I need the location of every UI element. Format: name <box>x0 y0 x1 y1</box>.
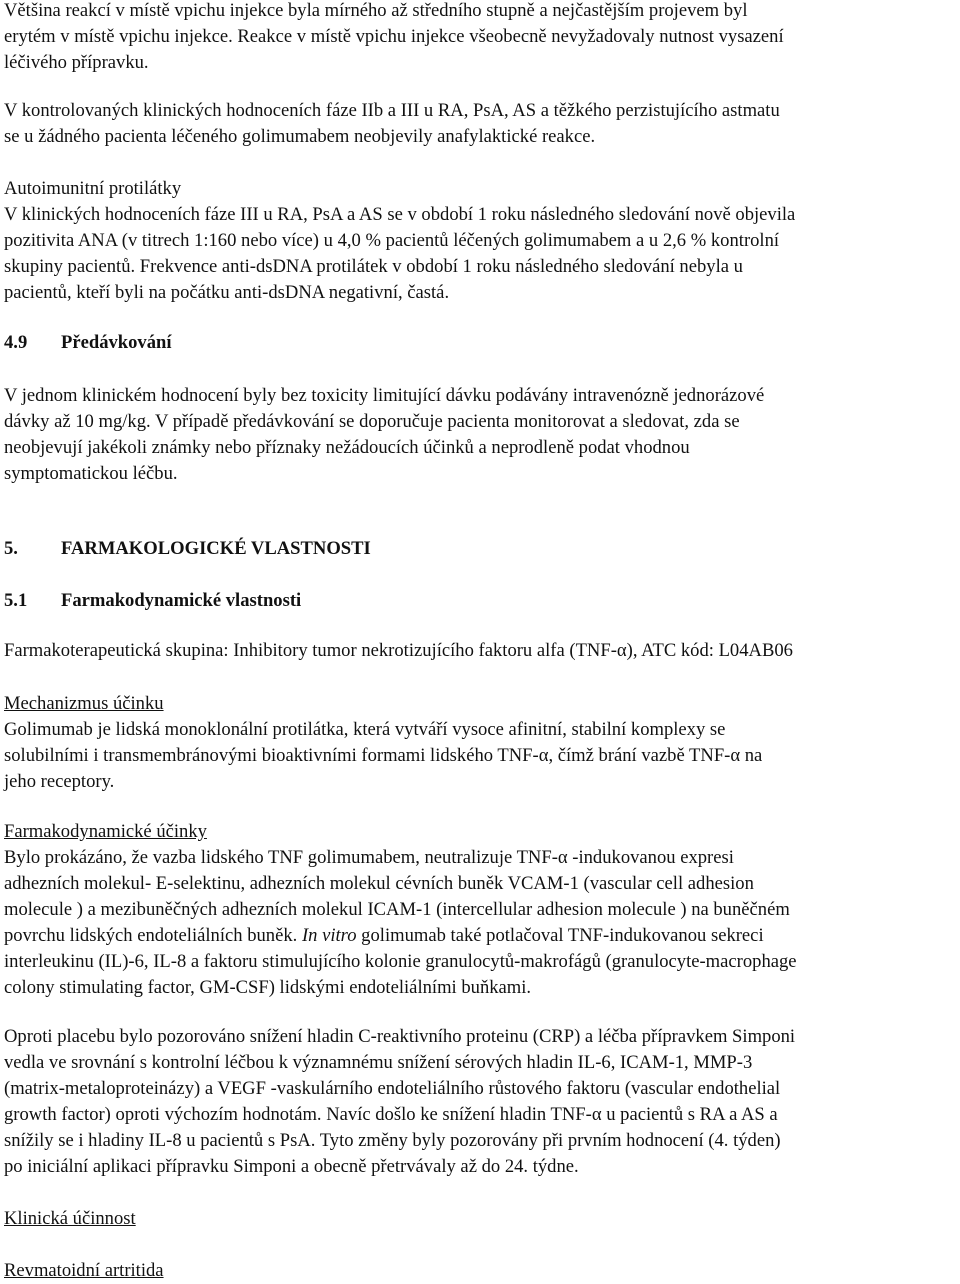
text-line: po iniciální aplikaci přípravku Simponi a obecně přetrvávaly až do 24. týdne. <box>4 1156 579 1177</box>
paragraph-anaphylaxis <box>4 98 780 150</box>
text-fragment: golimumab také potlačoval TNF-indukovanou sekreci <box>356 925 764 946</box>
text-line: Většina reakcí v místě vpichu injekce byla mírného až středního stupně a nejčastějším projevem byl <box>4 0 748 21</box>
paragraph-mechanism <box>4 691 762 795</box>
text-line: léčivého přípravku. <box>4 52 149 73</box>
text-line: adhezních molekul- E-selektinu, adhezních molekul cévních buněk VCAM-1 (vascular cell adhesion <box>4 873 754 894</box>
text-line: jeho receptory. <box>4 771 115 792</box>
text-line: vedla ve srovnání s kontrolní léčbou k významnému snížení sérových hladin IL-6, ICAM-1, MMP-3 <box>4 1052 753 1073</box>
text-line: molecule ) a mezibuněčných adhezních molekul ICAM-1 (intercellular adhesion molecule ) na buněčném <box>4 899 790 920</box>
section-heading-4-9 <box>4 330 172 356</box>
text-line: colony stimulating factor, GM-CSF) lidskými endoteliálními buňkami. <box>4 977 532 998</box>
text-line: Bylo prokázáno, že vazba lidského TNF golimumabem, neutralizuje TNF-α -indukovanou expresi <box>4 847 734 868</box>
paragraph-pharmacodynamic-effects <box>4 819 797 1001</box>
text-line: Oproti placebu bylo pozorováno snížení hladin C-reaktivního proteinu (CRP) a léčba přípravkem Simponi <box>4 1026 796 1047</box>
text-line: erytém v místě vpichu injekce. Reakce v místě vpichu injekce všeobecně nevyžadovaly nutnost vysazení <box>4 26 784 47</box>
paragraph-rheumatoid-arthritis <box>4 1258 164 1284</box>
italic-term-in-vitro: In vitro <box>301 925 357 946</box>
paragraph-pharmacotherapeutic-group <box>4 638 793 664</box>
subsection-title-clinical-efficacy: Klinická účinnost <box>4 1208 136 1229</box>
section-heading-5-1 <box>4 588 301 614</box>
paragraph-autoantibodies <box>4 176 795 306</box>
text-line: symptomatickou léčbu. <box>4 463 178 484</box>
text-line: Farmakoterapeutická skupina: Inhibitory tumor nekrotizujícího faktoru alfa (TNF-α), ATC kód: L04AB06 <box>4 640 793 661</box>
section-title: FARMAKOLOGICKÉ VLASTNOSTI <box>61 538 371 559</box>
text-line: snížily se i hladiny IL-8 u pacientů s PsA. Tyto změny byly pozorovány při prvním hodnocení (4. týden) <box>4 1130 781 1151</box>
text-line: V jednom klinickém hodnocení byly bez toxicity limitující dávku podávány intravenózně jednorázové <box>4 385 765 406</box>
text-line: growth factor) oproti výchozím hodnotám. Navíc došlo ke snížení hladin TNF-α u pacientů s RA a AS a <box>4 1104 778 1125</box>
text-line <box>4 923 797 949</box>
section-number: 4.9 <box>4 332 28 353</box>
paragraph-crp-simponi <box>4 1024 795 1180</box>
subsection-title-rheumatoid-arthritis: Revmatoidní artritida <box>4 1260 164 1281</box>
section-heading-5 <box>4 536 371 562</box>
text-line: neobjevují jakékoli známky nebo příznaky nežádoucích účinků a neprodleně podat vhodnou <box>4 437 690 458</box>
section-title: Předávkování <box>61 332 172 353</box>
text-line: pacientů, kteří byli na počátku anti-dsDNA negativní, častá. <box>4 282 450 303</box>
section-number: 5. <box>4 538 18 559</box>
text-line: skupiny pacientů. Frekvence anti-dsDNA protilátek v období 1 roku následného sledování nebyla u <box>4 256 743 277</box>
paragraph-clinical-efficacy <box>4 1206 136 1232</box>
section-title: Farmakodynamické vlastnosti <box>61 590 302 611</box>
text-line: V kontrolovaných klinických hodnoceních fáze IIb a III u RA, PsA, AS a těžkého perzistujícího astmatu <box>4 100 780 121</box>
subsection-title-autoantibodies: Autoimunitní protilátky <box>4 178 182 199</box>
text-fragment: povrchu lidských endoteliálních buněk. <box>4 925 302 946</box>
section-number: 5.1 <box>4 590 28 611</box>
text-line: (matrix-metaloproteinázy) a VEGF -vaskulárního endoteliálního růstového faktoru (vascular endothelial <box>4 1078 781 1099</box>
text-line: solubilními i transmembránovými bioaktivními formami lidského TNF-α, čímž brání vazbě TNF-α na <box>4 745 763 766</box>
subsection-title-pharmacodynamic-effects: Farmakodynamické účinky <box>4 821 207 842</box>
text-line: se u žádného pacienta léčeného golimumabem neobjevily anafylaktické reakce. <box>4 126 596 147</box>
text-line: interleukinu (IL)-6, IL-8 a faktoru stimulujícího kolonie granulocytů-makrofágů (granulocyte-macrophage <box>4 951 797 972</box>
paragraph-injection-reactions <box>4 0 784 76</box>
subsection-title-mechanism: Mechanizmus účinku <box>4 693 164 714</box>
text-line: Golimumab je lidská monoklonální protilátka, která vytváří vysoce afinitní, stabilní komplexy se <box>4 719 726 740</box>
text-line: pozitivita ANA (v titrech 1:160 nebo více) u 4,0 % pacientů léčených golimumabem a u 2,6 % kontrolní <box>4 230 780 251</box>
paragraph-overdose <box>4 383 764 487</box>
text-line: V klinických hodnoceních fáze III u RA, PsA a AS se v období 1 roku následného sledování nově objevila <box>4 204 796 225</box>
text-line: dávky až 10 mg/kg. V případě předávkování se doporučuje pacienta monitorovat a sledovat, zda se <box>4 411 740 432</box>
